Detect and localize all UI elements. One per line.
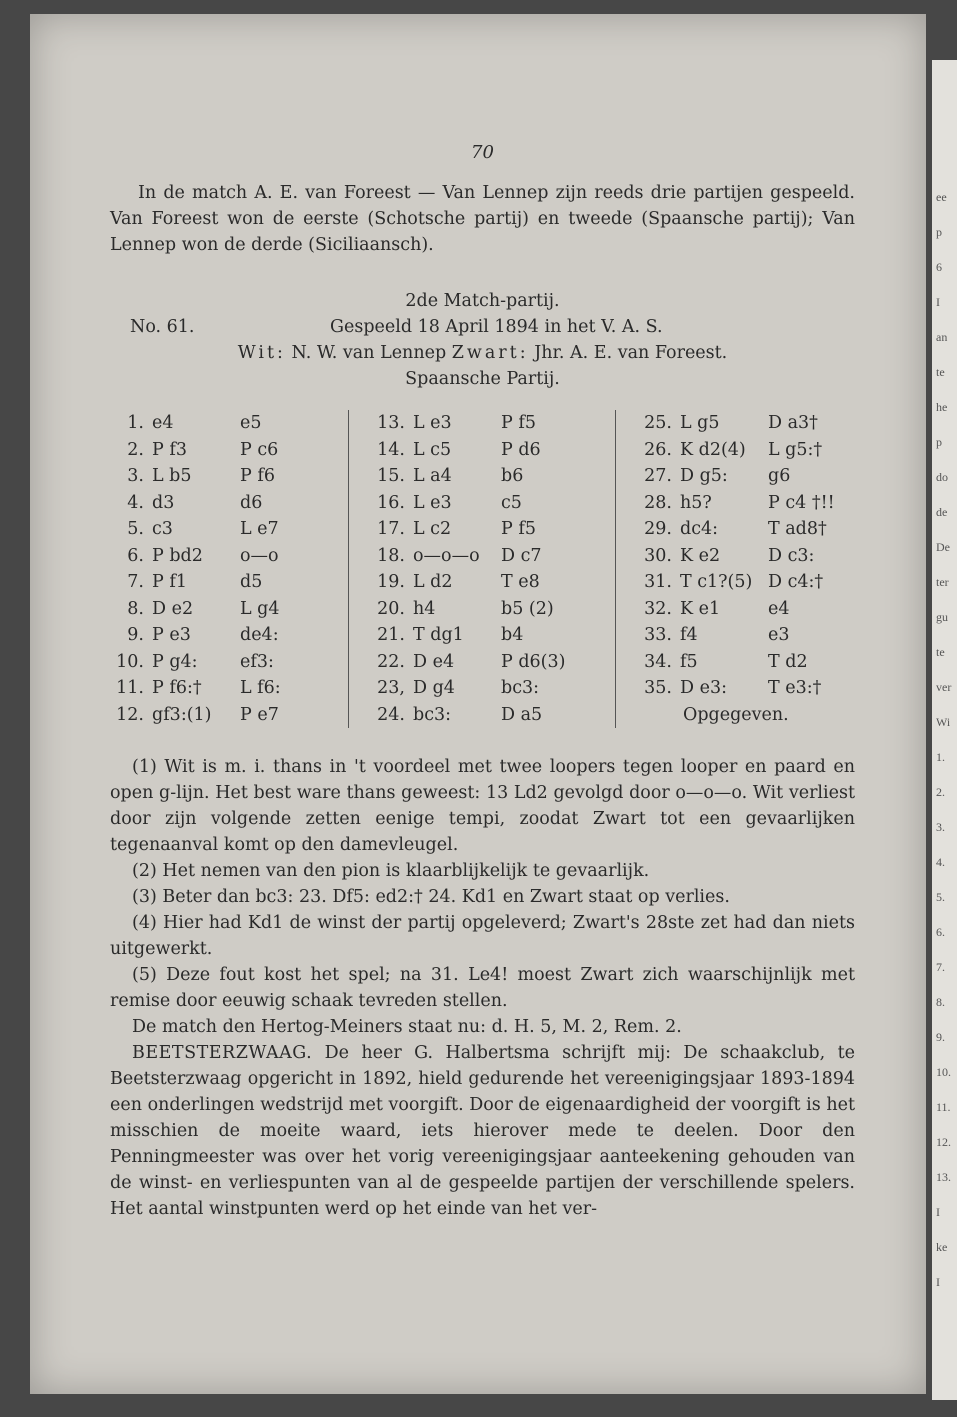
move-row (638, 490, 878, 517)
gutter-fragment: 2. (936, 785, 945, 799)
white-move: D e3: (680, 678, 727, 698)
game-title: 2de Match-partij. (405, 291, 560, 311)
gutter-fragment: Wi (936, 715, 951, 729)
match-line: De match den Hertog-Meiners staat nu: d. H. 5, M. 2, Rem. 2. (132, 1017, 682, 1037)
white-move: D g4 (413, 678, 455, 698)
move-row (638, 463, 878, 490)
black-move: D c4:† (768, 572, 824, 592)
move-number: 29. (644, 519, 672, 539)
gutter-fragment: p (936, 435, 942, 449)
black-move: T e3:† (768, 678, 822, 698)
gutter-fragment: de (936, 505, 948, 519)
move-number: 6. (127, 545, 144, 566)
white-move: L c2 (413, 519, 452, 539)
white-move: d3 (152, 492, 175, 513)
black-move: ef3: (240, 651, 274, 672)
black-move: P d6 (501, 439, 541, 460)
move-number: 26. (644, 439, 672, 460)
move-row (638, 569, 878, 596)
gutter-fragment: an (936, 330, 948, 344)
club-text: De heer G. Halbertsma schrijft mij: De schaakclub, te Beetsterzwaag opgericht in 1892, hield gedurende het vereenigingsjaar 1893-1894 een onderlingen wedstrijd met voorgift. Door de eigenaardigheid der voorgift is het misschien de moeite waard, iets hierover mede te deelen. Door den Penningmeester was over het vorig vereenigingsjaar aanteekening gehouden van de winst- en verliespunten van al de gespeelde partijen der verschillende spelers. Het aantal winstpunten werd op het einde van het ver- (110, 1043, 855, 1219)
gutter-fragment: ter (936, 575, 949, 589)
black-label: Zwart: (451, 343, 529, 363)
gutter-fragment: 13. (936, 1170, 951, 1184)
white-move: h5? (680, 492, 712, 513)
notes (110, 754, 855, 1014)
white-move: K d2(4) (680, 439, 746, 460)
white-move: D e4 (413, 651, 455, 672)
white-move: L e3 (413, 492, 452, 513)
black-move: L e7 (240, 519, 279, 539)
move-number: 27. (644, 466, 672, 486)
move-row (638, 622, 878, 649)
black-move: d6 (240, 492, 263, 513)
black-move: d5 (240, 572, 263, 592)
note-item: (5) Deze fout kost het spel; na 31. Le4! moest Zwart zich waarschijnlijk met remise door eeuwig schaak tevreden stellen. (110, 965, 855, 1011)
white-move: e4 (152, 413, 174, 433)
move-number: 8. (127, 598, 144, 619)
note-item: (3) Beter dan bc3: 23. Df5: ed2:† 24. Kd1 en Zwart staat op verlies. (132, 887, 730, 907)
move-number: 13. (377, 413, 405, 433)
gutter-fragment: ke (936, 1240, 948, 1254)
black-move: L f6: (240, 678, 281, 698)
move-row (110, 516, 340, 543)
white-move: L a4 (413, 466, 452, 486)
closing-text (110, 1014, 855, 1222)
move-number: 7. (127, 572, 144, 592)
move-row (110, 463, 340, 490)
white-move: P g4: (152, 651, 198, 672)
move-row (371, 622, 621, 649)
white-move: L g5 (680, 413, 720, 433)
black-move: e5 (240, 413, 262, 433)
move-row (371, 543, 621, 570)
move-number: 23, (377, 678, 405, 698)
white-move: L b5 (152, 466, 192, 486)
black-move: L g5:† (768, 439, 823, 460)
moves-column-1 (110, 410, 340, 728)
move-number: 10. (116, 651, 144, 672)
move-row (110, 702, 340, 729)
black-move: P c4 †!! (768, 492, 835, 513)
black-move: D c7 (501, 545, 542, 566)
white-move: D e2 (152, 598, 194, 619)
move-row (110, 596, 340, 623)
gutter-fragment: ee (936, 190, 947, 204)
note-item: (4) Hier had Kd1 de winst der partij opgeleverd; Zwart's 28ste zet had dan niets uitgewerkt. (110, 913, 855, 959)
move-number: 33. (644, 625, 672, 645)
move-number: 3. (127, 466, 144, 486)
move-row (110, 675, 340, 702)
black-move: D a5 (501, 704, 543, 725)
gutter-fragment: 1. (936, 750, 945, 764)
white-move: P bd2 (152, 545, 203, 566)
intro-paragraph (110, 180, 855, 258)
gutter-fragment: 4. (936, 855, 945, 869)
gutter-fragment: te (936, 645, 945, 659)
game-info-line (110, 314, 855, 340)
move-row (638, 516, 878, 543)
gutter-fragment: 6 (936, 260, 942, 274)
black-move: P d6(3) (501, 651, 566, 672)
black-move: P f6 (240, 466, 275, 486)
move-row (638, 649, 878, 676)
gutter-fragment: ver (936, 680, 952, 694)
black-move: P f5 (501, 519, 536, 539)
move-number: 25. (644, 413, 672, 433)
move-row (371, 649, 621, 676)
black-move: de4: (240, 625, 279, 645)
gutter-fragment: 5. (936, 890, 945, 904)
white-move: T c1?(5) (680, 572, 753, 592)
page-number: 70 (471, 142, 494, 163)
white-label: Wit: (237, 343, 286, 363)
moves-column-3 (615, 410, 878, 728)
black-move: b6 (501, 466, 524, 486)
black-move: L g4 (240, 598, 280, 619)
black-move: o—o (240, 545, 279, 566)
gutter-fragment: 9. (936, 1030, 945, 1044)
white-move: f4 (680, 625, 698, 645)
move-row (371, 437, 621, 464)
gutter-fragment: 7. (936, 960, 945, 974)
white-move: P e3 (152, 625, 191, 645)
move-number: 21. (377, 625, 405, 645)
move-number: 24. (377, 704, 405, 725)
black-player: Jhr. A. E. van Foreest. (534, 343, 728, 363)
black-move: P c6 (240, 439, 279, 460)
gutter-fragment: 3. (936, 820, 945, 834)
move-number: 22. (377, 651, 405, 672)
move-number: 14. (377, 439, 405, 460)
white-move: bc3: (413, 704, 452, 725)
black-move: P f5 (501, 413, 536, 433)
move-row (371, 463, 621, 490)
game-header (110, 288, 855, 392)
white-move: K e1 (680, 598, 721, 619)
move-number: 16. (377, 492, 405, 513)
move-number: 19. (377, 572, 405, 592)
black-move: b5 (2) (501, 598, 554, 619)
move-number: 4. (127, 492, 144, 513)
black-move: g6 (768, 466, 791, 486)
gutter-fragment: De (936, 540, 950, 554)
move-number: 2. (127, 439, 144, 460)
black-move: P e7 (240, 704, 279, 725)
move-row (371, 569, 621, 596)
move-row (110, 410, 340, 437)
gutter-fragment: p (936, 225, 942, 239)
black-move: bc3: (501, 678, 540, 698)
result-row (638, 702, 878, 729)
black-move: D a3† (768, 413, 818, 433)
black-move: T e8 (501, 572, 540, 592)
move-row (110, 649, 340, 676)
move-row (371, 702, 621, 729)
page-content (110, 140, 855, 1222)
gutter-fragment: do (936, 470, 948, 484)
move-row (638, 543, 878, 570)
move-number: 18. (377, 545, 405, 566)
move-row (371, 596, 621, 623)
club-paragraph (110, 1040, 855, 1222)
white-move: T dg1 (413, 625, 464, 645)
move-number: 12. (116, 704, 144, 725)
move-number: 5. (127, 519, 144, 539)
gutter-fragment: I (936, 295, 940, 309)
white-move: P f1 (152, 572, 187, 592)
black-move: b4 (501, 625, 524, 645)
black-move: c5 (501, 492, 522, 513)
move-row (638, 675, 878, 702)
black-move: e4 (768, 598, 790, 619)
move-number: 31. (644, 572, 672, 592)
move-number: 1. (127, 413, 144, 433)
move-number: 11. (116, 678, 144, 698)
gutter-fragment: 8. (936, 995, 945, 1009)
white-move: K e2 (680, 545, 721, 566)
game-result: Opgegeven. (683, 704, 789, 725)
white-move: o—o—o (413, 545, 480, 566)
white-move: L c5 (413, 439, 452, 460)
move-number: 30. (644, 545, 672, 566)
gutter-fragment: te (936, 365, 945, 379)
white-move: f5 (680, 651, 698, 672)
move-row (371, 490, 621, 517)
moves-column-2 (348, 410, 621, 728)
white-move: P f3 (152, 439, 187, 460)
next-page-edge (932, 60, 957, 1400)
gutter-fragment: gu (936, 610, 948, 624)
white-move: h4 (413, 598, 436, 619)
move-row (638, 596, 878, 623)
gutter-fragment: 6. (936, 925, 945, 939)
club-heading: BEETSTERZWAAG. (132, 1043, 313, 1063)
moves-table (110, 410, 855, 730)
gutter-fragment: he (936, 400, 948, 414)
move-number: 20. (377, 598, 405, 619)
white-move: D g5: (680, 466, 728, 486)
note-item: (2) Het nemen van den pion is klaarblijkelijk te gevaarlijk. (132, 861, 650, 881)
move-row (371, 410, 621, 437)
black-move: T d2 (768, 651, 808, 672)
move-row (371, 675, 621, 702)
white-move: P f6:† (152, 678, 202, 698)
gutter-fragment: 11. (936, 1100, 951, 1114)
game-played: Gespeeld 18 April 1894 in het V. A. S. (330, 317, 663, 337)
white-move: gf3:(1) (152, 704, 212, 725)
white-move: L d2 (413, 572, 453, 592)
move-row (110, 622, 340, 649)
intro-text: In de match A. E. van Foreest — Van Lennep zijn reeds drie partijen gespeeld. Van Foreest won de eerste (Schotsche partij) en tweede (Spaansche partij); Van Lennep won de derde (Siciliaansch). (110, 183, 855, 255)
players-line (110, 340, 855, 366)
game-number: No. 61. (130, 317, 195, 337)
gutter-fragment: I (936, 1205, 940, 1219)
move-row (110, 437, 340, 464)
white-move: L e3 (413, 413, 452, 433)
move-number: 9. (127, 625, 144, 645)
note-item: (1) Wit is m. i. thans in 't voordeel met twee loopers tegen looper en paard en open g-lijn. Het best ware thans geweest: 13 Ld2 gevolgd door o—o—o. Wit verliest door zijn volgende zetten eenige tempi, zoodat Zwart tot een gevaarlijken tegenaanval komt op den damevleugel. (110, 757, 855, 855)
move-row (110, 490, 340, 517)
move-number: 28. (644, 492, 672, 513)
black-move: T ad8† (768, 519, 827, 539)
move-number: 32. (644, 598, 672, 619)
move-row (110, 543, 340, 570)
move-number: 17. (377, 519, 405, 539)
move-row (371, 516, 621, 543)
move-number: 35. (644, 678, 672, 698)
gutter-fragment: 10. (936, 1065, 951, 1079)
move-row (638, 437, 878, 464)
white-player: N. W. van Lennep (291, 343, 447, 363)
move-row (110, 569, 340, 596)
gutter-fragment: 12. (936, 1135, 951, 1149)
opening-name: Spaansche Partij. (405, 369, 560, 389)
move-number: 34. (644, 651, 672, 672)
move-number: 15. (377, 466, 405, 486)
move-row (638, 410, 878, 437)
black-move: e3 (768, 625, 790, 645)
black-move: D c3: (768, 545, 815, 566)
white-move: c3 (152, 519, 173, 539)
gutter-fragment: I (936, 1275, 940, 1289)
white-move: dc4: (680, 519, 719, 539)
